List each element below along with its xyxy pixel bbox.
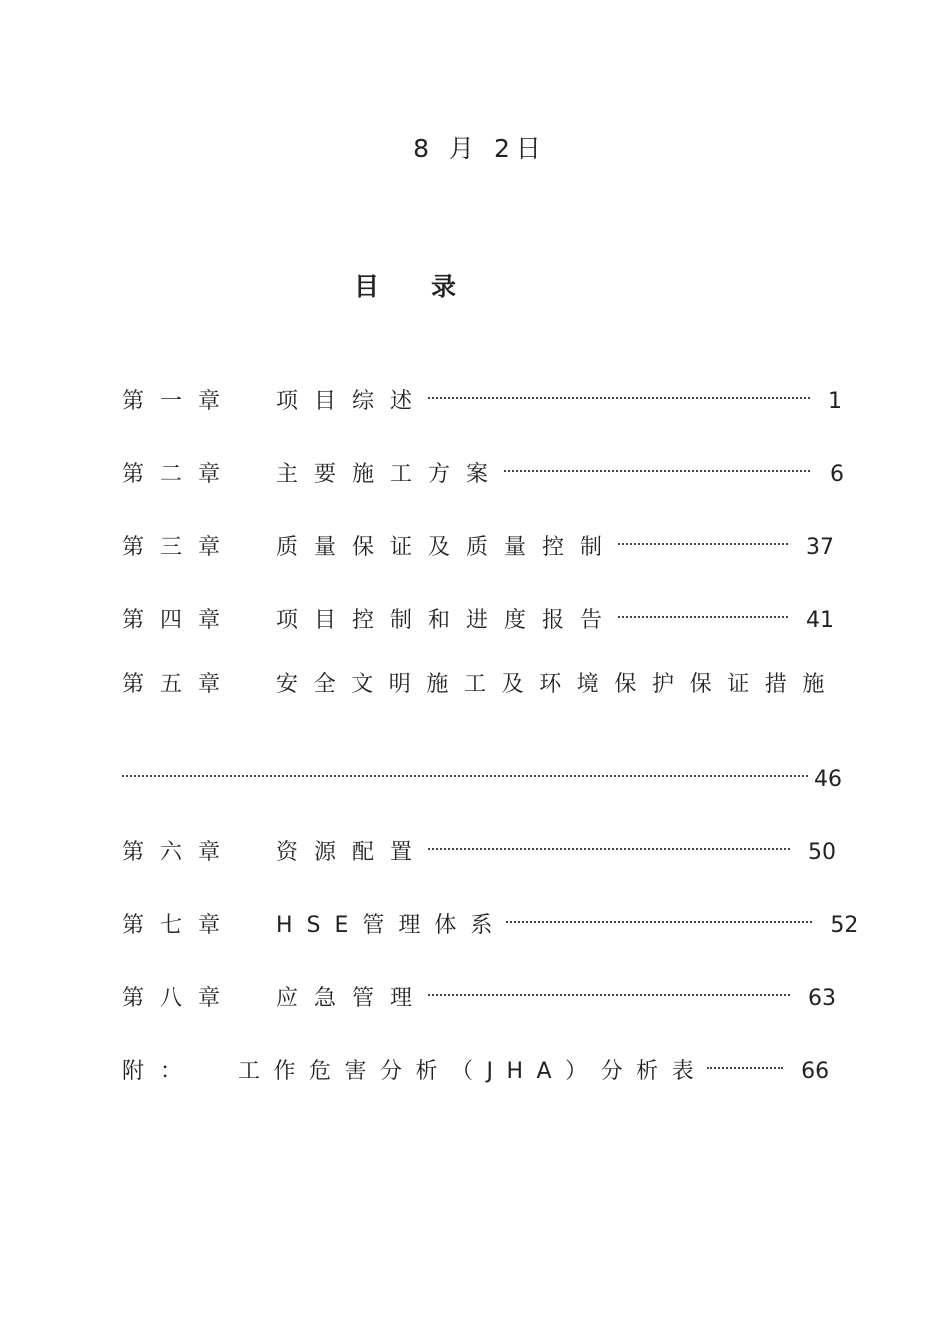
toc-page-number: 46 (814, 767, 842, 792)
toc-entry-title: HSE管理体系 (276, 913, 507, 938)
toc-leader (122, 756, 808, 786)
toc-entry-appendix[interactable] (122, 1048, 829, 1087)
toc-leader (428, 975, 790, 1005)
toc-entry[interactable] (122, 670, 840, 700)
toc-page-number: 1 (828, 389, 843, 414)
toc-page-number: 6 (830, 462, 845, 487)
toc-page-number: 37 (806, 535, 835, 560)
toc-chapter: 附： (122, 1059, 199, 1084)
toc-entry-title: 应急管理 (276, 986, 429, 1011)
toc-entry-title: 资源配置 (276, 840, 429, 865)
toc-entry[interactable] (122, 975, 836, 1014)
toc-chapter: 第七章 (122, 913, 237, 938)
toc-page-number: 52 (830, 913, 859, 938)
toc-leader (707, 1048, 783, 1078)
toc-entry-title: 安全文明施工及环境保护保证措施 (276, 672, 841, 697)
toc-leader (506, 902, 812, 932)
toc-page-number: 63 (808, 986, 837, 1011)
toc-chapter: 第三章 (122, 535, 237, 560)
toc-page-number: 41 (806, 608, 835, 633)
toc-page-number: 50 (808, 840, 837, 865)
toc-chapter: 第六章 (122, 840, 237, 865)
toc-entry[interactable] (122, 597, 834, 636)
toc-entry-title: 项目控制和进度报告 (276, 608, 619, 633)
toc-entry-title: 工作危害分析（JHA）分析表 (238, 1059, 708, 1084)
toc-entry-title: 主要施工方案 (276, 462, 505, 487)
toc-entry[interactable] (122, 829, 836, 868)
toc-chapter: 第四章 (122, 608, 237, 633)
toc-entry-continuation[interactable] (122, 756, 842, 795)
toc-leader (428, 829, 790, 859)
toc-leader (504, 451, 810, 481)
page-date: 8 月 2日 (413, 134, 547, 163)
toc-entry-title: 项目综述 (276, 389, 429, 414)
toc-entry[interactable] (122, 524, 834, 563)
toc-title: 目录 (354, 272, 509, 301)
toc-leader (618, 524, 788, 554)
toc-entry[interactable] (122, 902, 858, 941)
toc-chapter: 第一章 (122, 389, 237, 414)
toc-chapter: 第二章 (122, 462, 237, 487)
toc-entry[interactable] (122, 451, 844, 490)
toc-leader (428, 378, 810, 408)
toc-chapter: 第五章 (122, 672, 237, 697)
toc-chapter: 第八章 (122, 986, 237, 1011)
toc-leader (618, 597, 788, 627)
toc-entry-title: 质量保证及质量控制 (276, 535, 619, 560)
toc-page-number: 66 (801, 1059, 830, 1084)
toc-entry[interactable] (122, 378, 842, 417)
